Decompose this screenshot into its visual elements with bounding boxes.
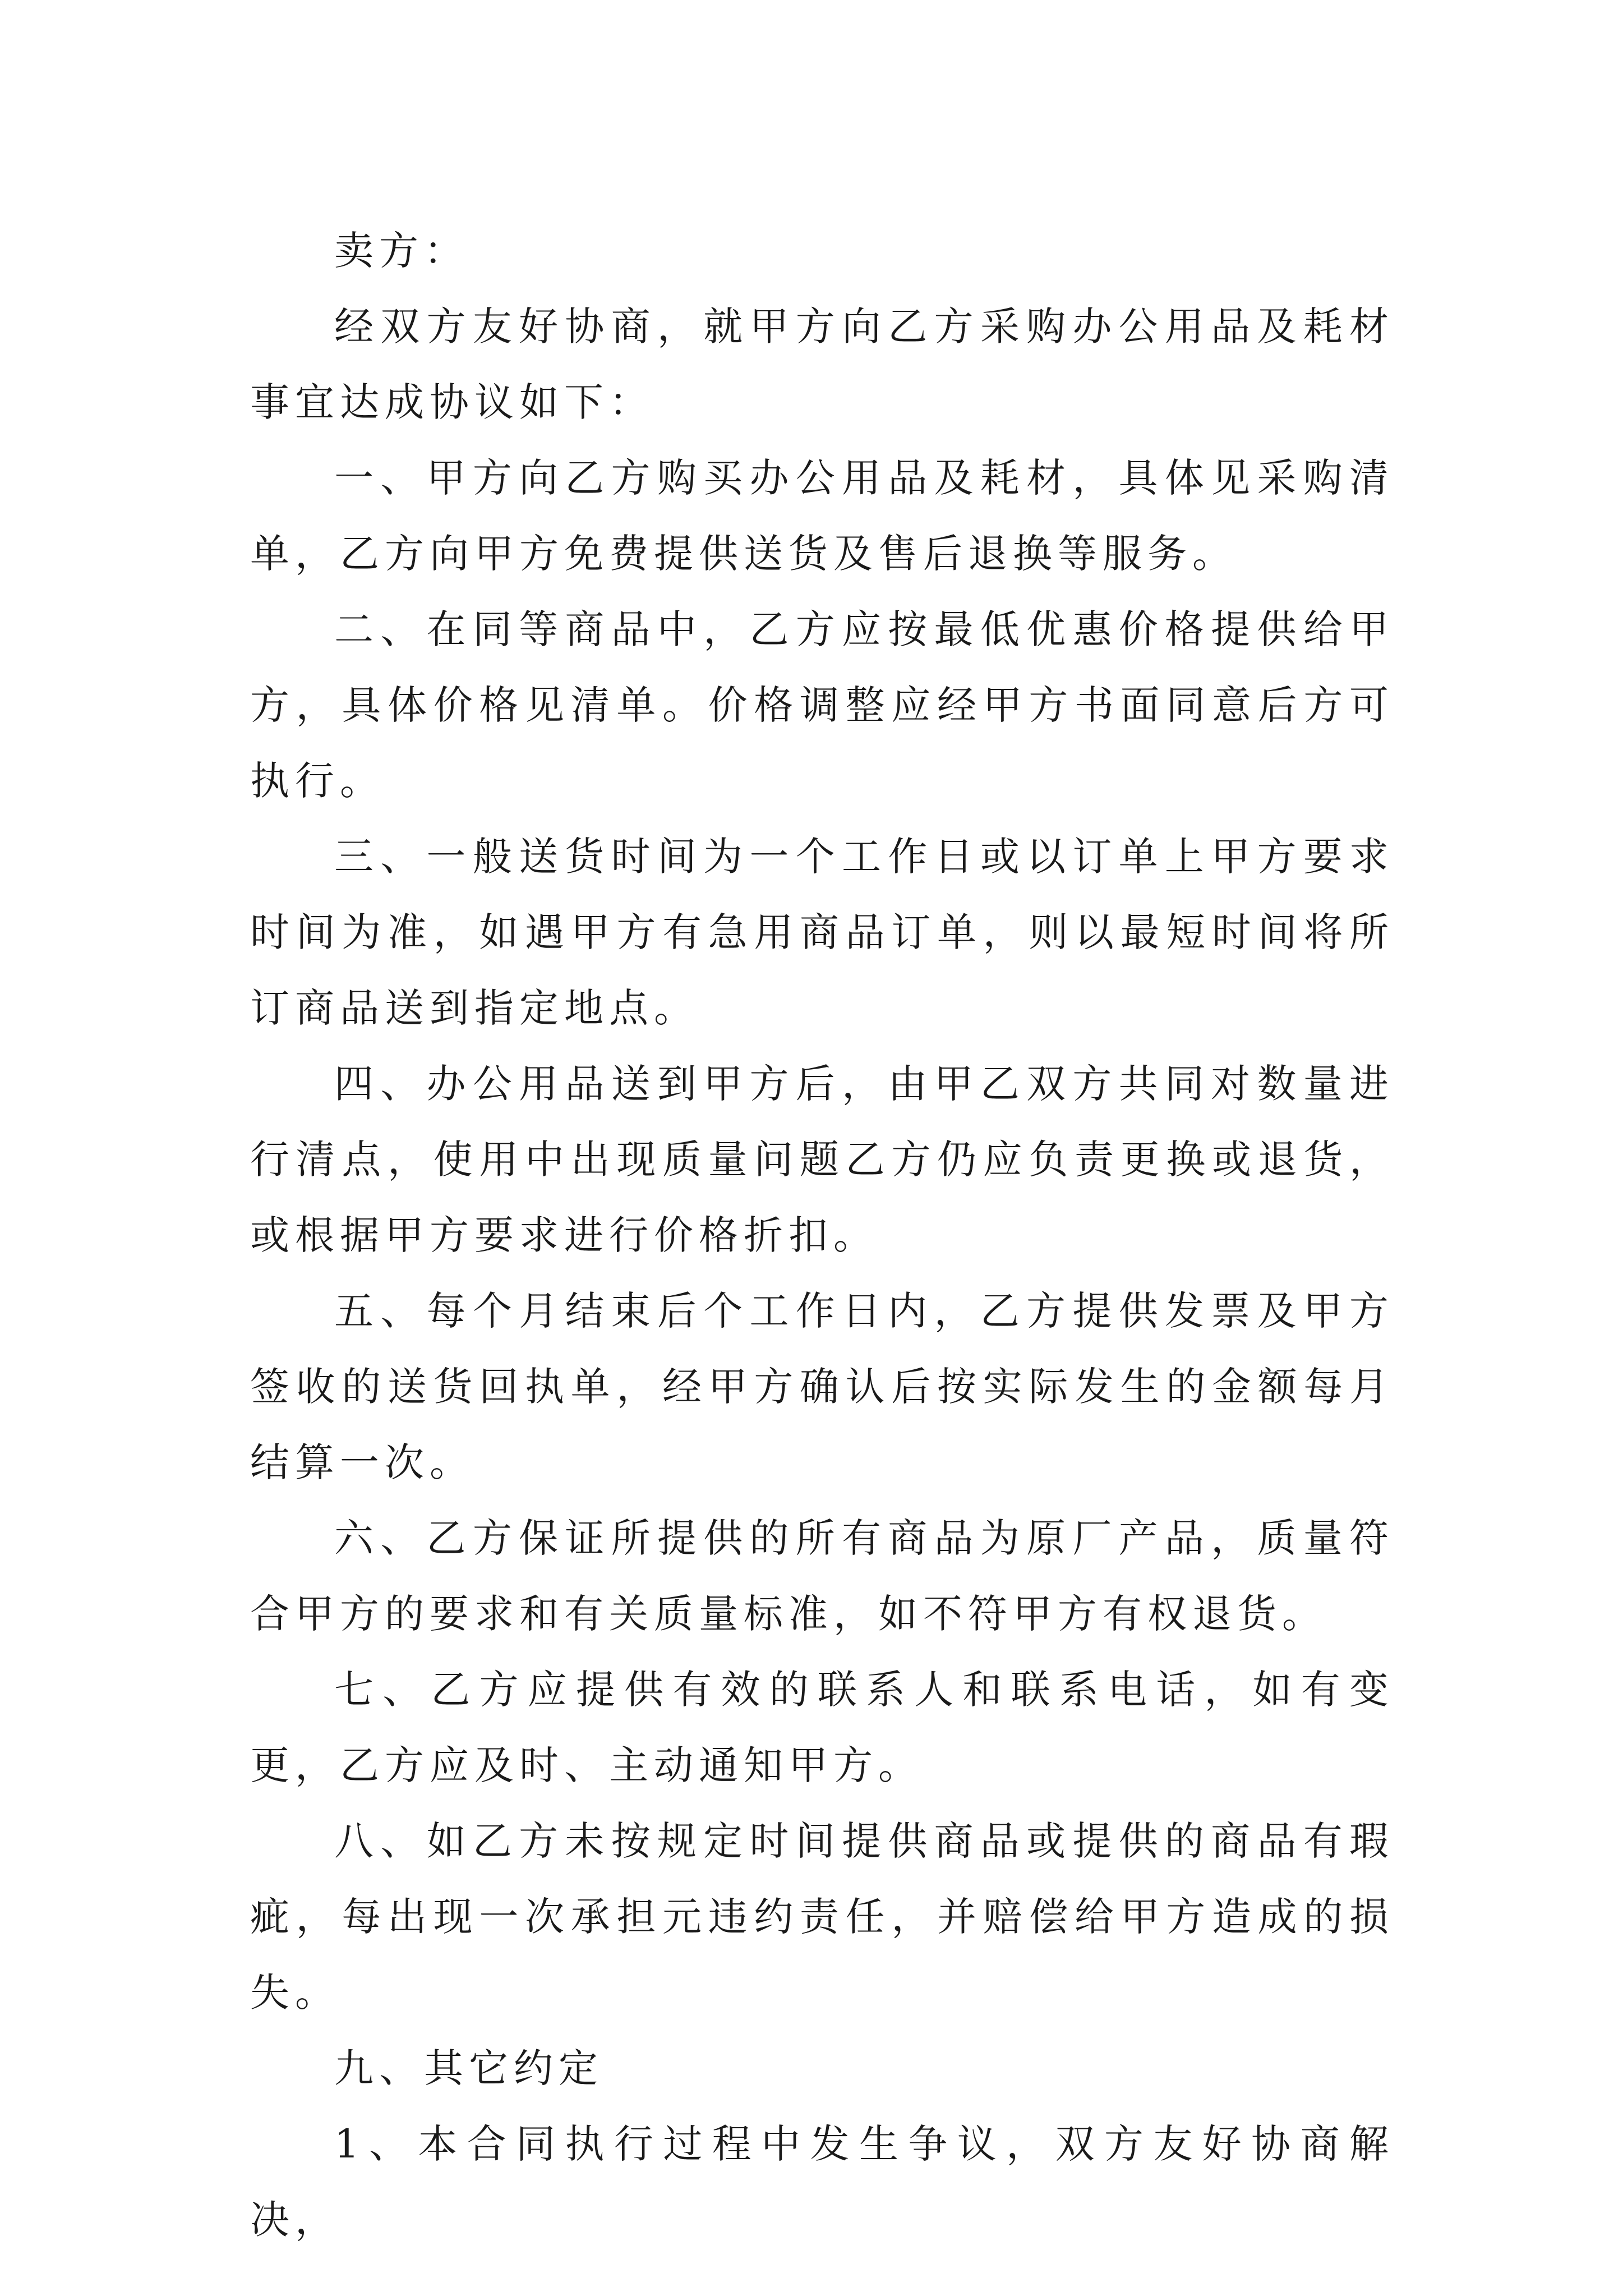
paragraph-seller: 卖方： <box>334 228 469 274</box>
paragraph-clause-9-1: 1、本合同执行过程中发生争议，双方友好协商解决， <box>250 2121 1394 2243</box>
paragraph-clause-3: 三、一般送货时间为一个工作日或以订单上甲方要求时间为准，如遇甲方有急用商品订单，则以最短时间将所订商品送到指定地点。 <box>250 834 1394 1031</box>
paragraph-clause-4: 四、办公用品送到甲方后，由甲乙双方共同对数量进行清点，使用中出现质量问题乙方仍应负责更换或退货，或根据甲方要求进行价格折扣。 <box>250 1061 1394 1258</box>
paragraph-clause-8: 八、如乙方未按规定时间提供商品或提供的商品有瑕疵，每出现一次承担元违约责任，并赔偿给甲方造成的损失。 <box>250 1818 1394 2016</box>
paragraph-clause-2: 二、在同等商品中，乙方应按最低优惠价格提供给甲方，具体价格见清单。价格调整应经甲方书面同意后方可执行。 <box>250 606 1394 804</box>
paragraph-clause-7: 七、乙方应提供有效的联系人和联系电话，如有变更，乙方应及时、主动通知甲方。 <box>250 1667 1394 1788</box>
document-body <box>250 213 1394 2258</box>
paragraph-clause-1: 一、甲方向乙方购买办公用品及耗材，具体见采购清单，乙方向甲方免费提供送货及售后退换等服务。 <box>250 455 1394 577</box>
paragraph-clause-6: 六、乙方保证所提供的所有商品为原厂产品，质量符合甲方的要求和有关质量标准，如不符甲方有权退货。 <box>250 1515 1394 1637</box>
paragraph-clause-5: 五、每个月结束后个工作日内，乙方提供发票及甲方签收的送货回执单，经甲方确认后按实际发生的金额每月结算一次。 <box>250 1288 1394 1485</box>
paragraph-intro: 经双方友好协商，就甲方向乙方采购办公用品及耗材事宜达成协议如下： <box>250 303 1394 425</box>
paragraph-clause-9: 九、其它约定 <box>334 2045 603 2091</box>
